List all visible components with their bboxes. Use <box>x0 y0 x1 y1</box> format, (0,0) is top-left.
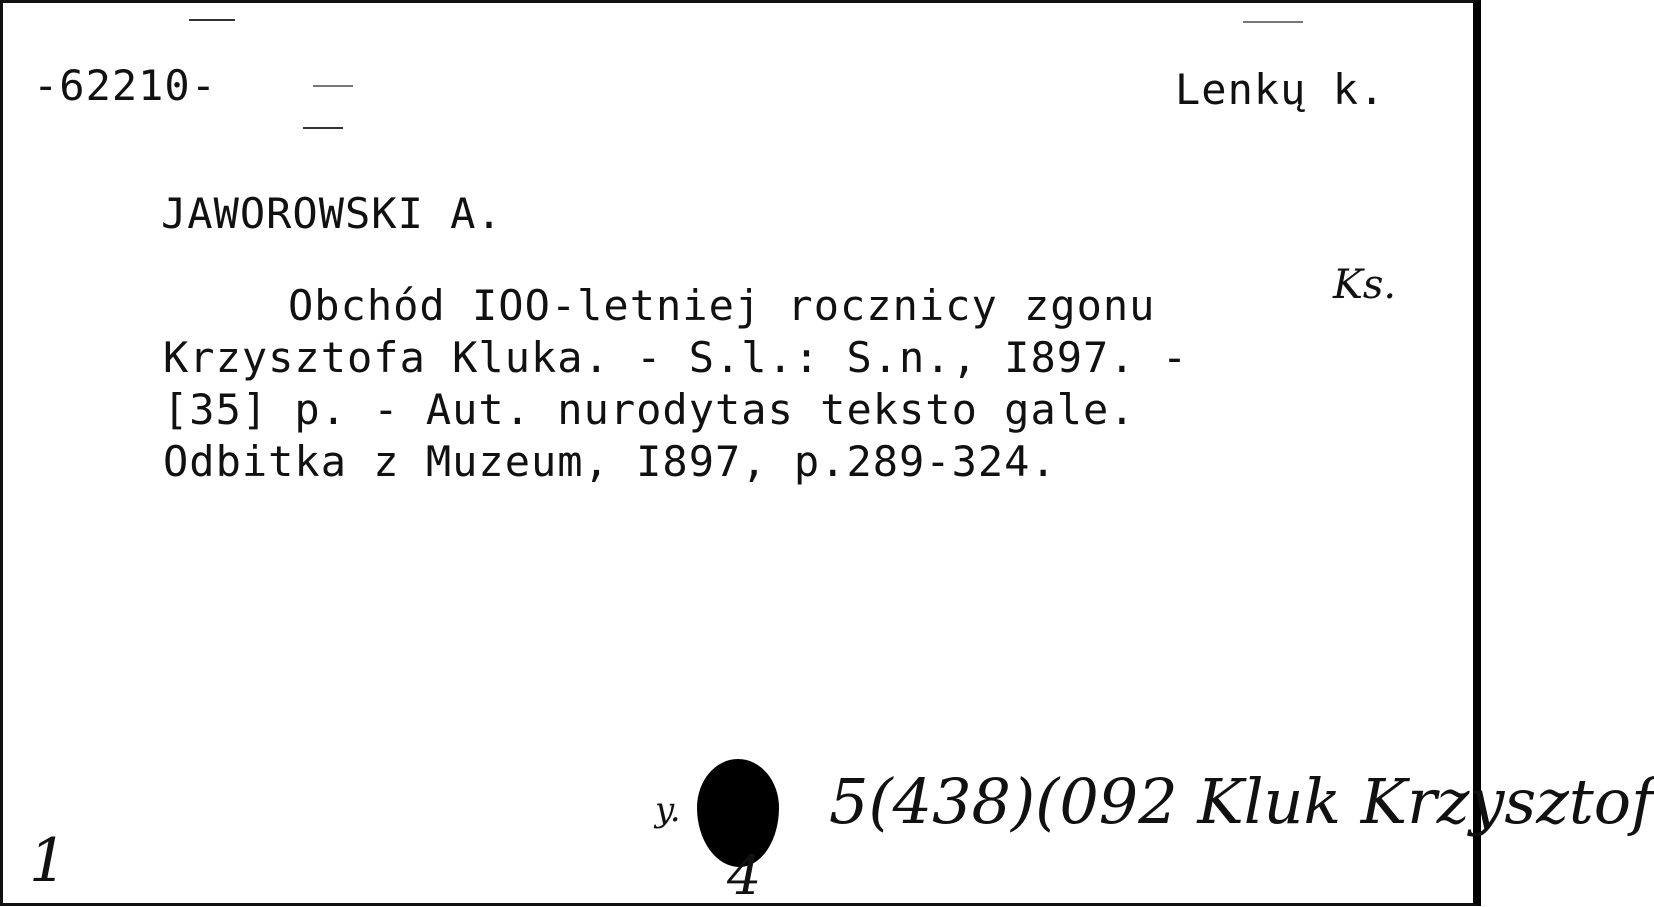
entry-line-title: Obchód IOO-letniej rocznicy zgonu <box>288 281 1156 330</box>
scan-speck <box>313 85 353 87</box>
call-number: -62210- <box>33 61 218 110</box>
handwritten-folio: 4 <box>727 844 762 907</box>
entry-line-pagination: [35] p. - Aut. nurodytas teksto gale. <box>163 385 1136 434</box>
handwritten-classification: 5(438)(092 Kluk Krzysztof <box>829 765 1654 838</box>
handwritten-card-number: 1 <box>29 826 68 896</box>
collection-label: Lenkų k. <box>1175 65 1386 114</box>
entry-line-offprint: Odbitka z Muzeum, I897, p.289-324. <box>163 437 1057 486</box>
scan-speck <box>189 19 235 21</box>
author-heading: JAWOROWSKI A. <box>161 189 503 238</box>
entry-line-publication: Krzysztofa Kluka. - S.l.: S.n., I897. - <box>163 333 1189 382</box>
handwritten-ks-note: Ks. <box>1333 262 1397 308</box>
scan-speck <box>303 127 343 129</box>
handwritten-y-mark: y. <box>655 790 681 830</box>
scan-speck <box>1243 21 1303 23</box>
